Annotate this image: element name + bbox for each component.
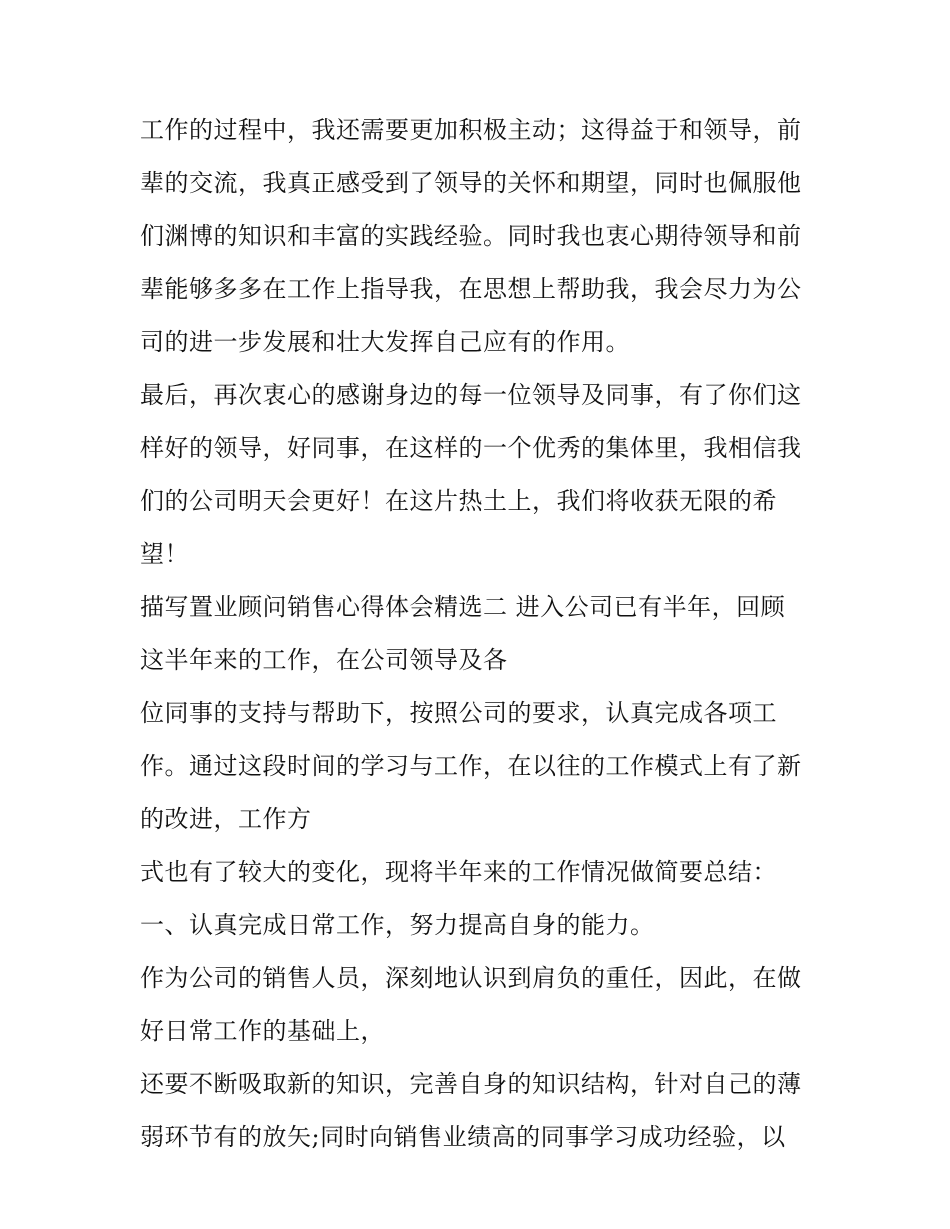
text-line: 的改进，工作方 bbox=[140, 805, 312, 833]
text-line: 一、认真完成日常工作，努力提高自身的能力。 bbox=[140, 911, 655, 939]
text-line: 弱环节有的放矢;同时向销售业绩高的同事学习成功经验，以 bbox=[140, 1123, 786, 1151]
text-line: 辈能够多多在工作上指导我，在思想上帮助我，我会尽力为公 bbox=[140, 275, 802, 303]
text-line: 工作的过程中，我还需要更加积极主动；这得益于和领导，前 bbox=[140, 116, 802, 144]
text-line: 们渊博的知识和丰富的实践经验。同时我也衷心期待领导和前 bbox=[140, 222, 802, 250]
text-line: 们的公司明天会更好！在这片热土上，我们将收获无限的希 bbox=[140, 487, 777, 515]
text-line: 作。通过这段时间的学习与工作，在以往的工作模式上有了新 bbox=[140, 752, 802, 780]
text-line: 还要不断吸取新的知识，完善自身的知识结构，针对自己的薄 bbox=[140, 1070, 802, 1098]
text-line: 最后，再次衷心的感谢身边的每一位领导及同事，有了你们这 bbox=[140, 381, 802, 409]
text-line: 这半年来的工作，在公司领导及各 bbox=[140, 646, 508, 674]
text-line: 位同事的支持与帮助下，按照公司的要求，认真完成各项工 bbox=[140, 699, 777, 727]
text-line: 式也有了较大的变化，现将半年来的工作情况做简要总结： bbox=[140, 858, 777, 886]
text-line: 辈的交流，我真正感受到了领导的关怀和期望，同时也佩服他 bbox=[140, 169, 802, 197]
text-line: 司的进一步发展和壮大发挥自己应有的作用。 bbox=[140, 328, 630, 356]
text-line: 好日常工作的基础上， bbox=[140, 1017, 385, 1045]
document-body bbox=[140, 107, 830, 1167]
text-line: 样好的领导，好同事，在这样的一个优秀的集体里，我相信我 bbox=[140, 434, 802, 462]
text-line: 描写置业顾问销售心得体会精选二 进入公司已有半年，回顾 bbox=[140, 593, 786, 621]
text-line: 作为公司的销售人员，深刻地认识到肩负的重任，因此，在做 bbox=[140, 964, 802, 992]
text-line: 望！ bbox=[140, 540, 189, 568]
